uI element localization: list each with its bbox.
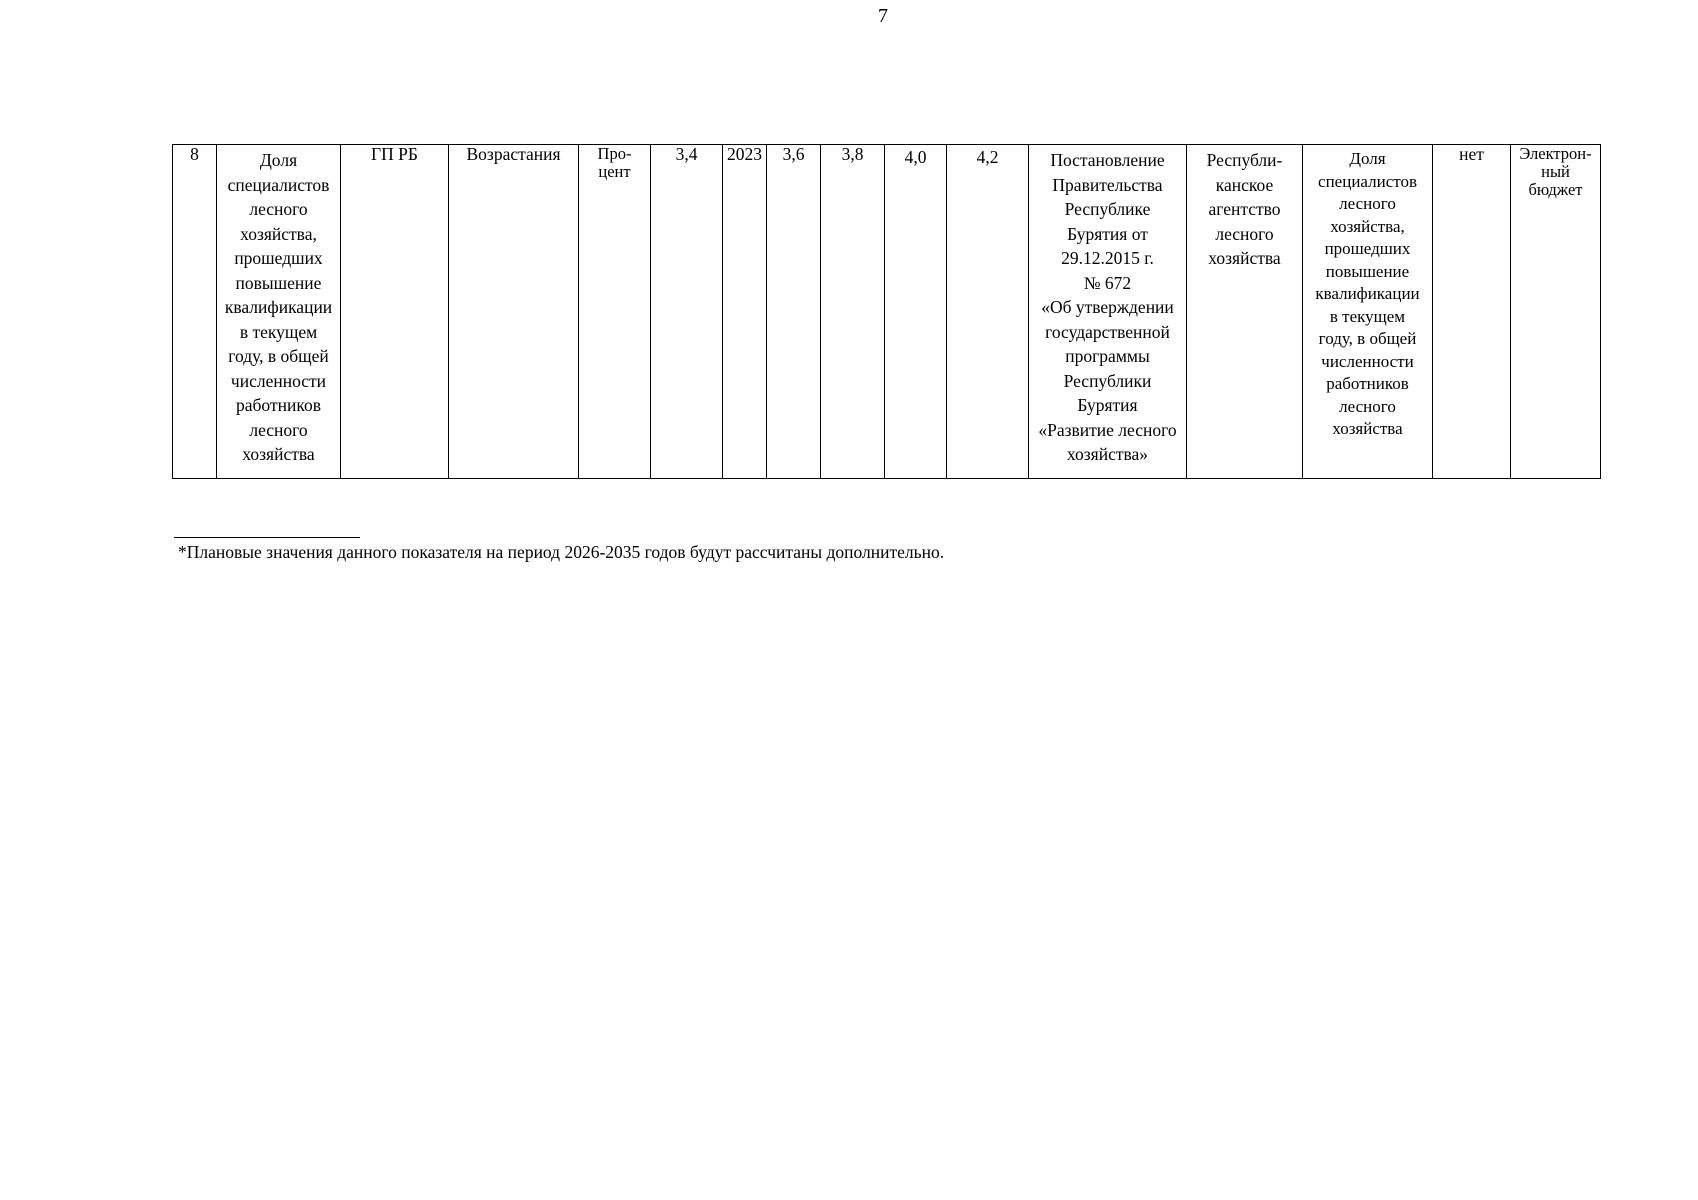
cell-number: 8 — [173, 145, 217, 479]
table-row — [173, 145, 1601, 479]
cell-document: Постановление Правительства Республике Бурятия от 29.12.2015 г. № 672 «Об утверждении государственной программы Республики Бурятия «Развитие лесного хозяйства» — [1029, 145, 1187, 479]
cell-value-1: 3,6 — [767, 145, 821, 479]
cell-linked-indicator: Доля специалистов лесного хозяйства, прошедших повышение квалификации в текущем году, в общей численности работников лесного хозяйства — [1303, 145, 1433, 479]
cell-indicator-name: Доля специалистов лесного хозяйства, прошедших повышение квалификации в текущем году, в общей численности работников лесного хозяйства — [217, 145, 341, 479]
cell-info-system: Электрон- ный бюджет — [1511, 145, 1601, 479]
cell-base-value: 3,4 — [651, 145, 723, 479]
cell-level: ГП РБ — [341, 145, 449, 479]
footnote-divider — [174, 537, 360, 538]
indicator-table — [172, 144, 1601, 479]
cell-trend: Возрастания — [449, 145, 579, 479]
cell-responsible: Республи- канское агентство лесного хозяйства — [1187, 145, 1303, 479]
cell-flag: нет — [1433, 145, 1511, 479]
footnote-text: *Плановые значения данного показателя на период 2026-2035 годов будут рассчитаны дополнительно. — [178, 542, 945, 562]
cell-value-2: 3,8 — [821, 145, 885, 479]
cell-base-year: 2023 — [723, 145, 767, 479]
cell-value-4: 4,2 — [947, 145, 1029, 479]
cell-unit: Про- цент — [579, 145, 651, 479]
page-number: 7 — [878, 5, 888, 27]
cell-value-3: 4,0 — [885, 145, 947, 479]
